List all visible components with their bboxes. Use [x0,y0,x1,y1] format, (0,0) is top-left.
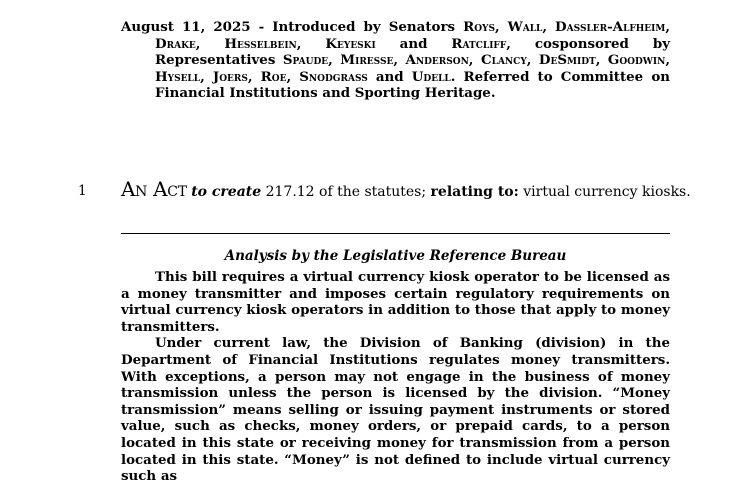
an-act-label: An Act [121,177,187,201]
referral-text: . Referred to Committee on Financial Institutions and Sporting Heritage. [155,68,670,102]
analysis-paragraph: Under current law, the Division of Banking (division) in the Department of Financial Institutions regulates money transmitters. With exceptions, a person may not engage in the business of money transmission unless the person is licensed by the division. “Money transmission” means selling or issuing payment instruments or stored value, such as checks, money orders, or prepaid cards, to a person located in this state or receiving money for transmission from a person located in this state. “Money” is not defined to include virtual currency such as [121,335,670,485]
analysis-paragraph: This bill requires a virtual currency kiosk operator to be licensed as a money transmitter and imposes certain regulatory requirements on virtual currency kiosk operators in addition to those that apply to money transmitters. [121,269,670,335]
intro-text: and [367,68,412,85]
act-subject: virtual currency kiosks. [518,184,691,200]
senator-last: Ratcliff [451,35,507,52]
intro-text: and [375,35,452,52]
statute-reference: 217.12 of the statutes; [261,184,431,200]
to-create-label: to create [191,184,262,200]
intro-text: , cosponsored by Representatives [155,35,670,69]
intro-text: - Introduced by Senators [250,19,464,35]
relating-to-label: relating to: [430,184,519,200]
analysis-body [121,269,670,485]
act-title [121,177,691,201]
representative-last: Udell [411,68,451,85]
bill-introduction [121,19,670,102]
section-divider [121,233,670,234]
analysis-title: Analysis by the Legislative Reference Bureau [224,248,567,264]
line-number: 1 [78,183,87,199]
representatives-list: Spaude, Miresse, Anderson, Clancy, DeSmidt, Goodwin, Hysell, Joers, Roe, Snodgrass [155,52,671,85]
senators-list: Roys, Wall, Dassler-Alfheim, Drake, Hesselbein, Keyeski [155,19,670,52]
intro-date: August 11, 2025 [121,19,251,35]
